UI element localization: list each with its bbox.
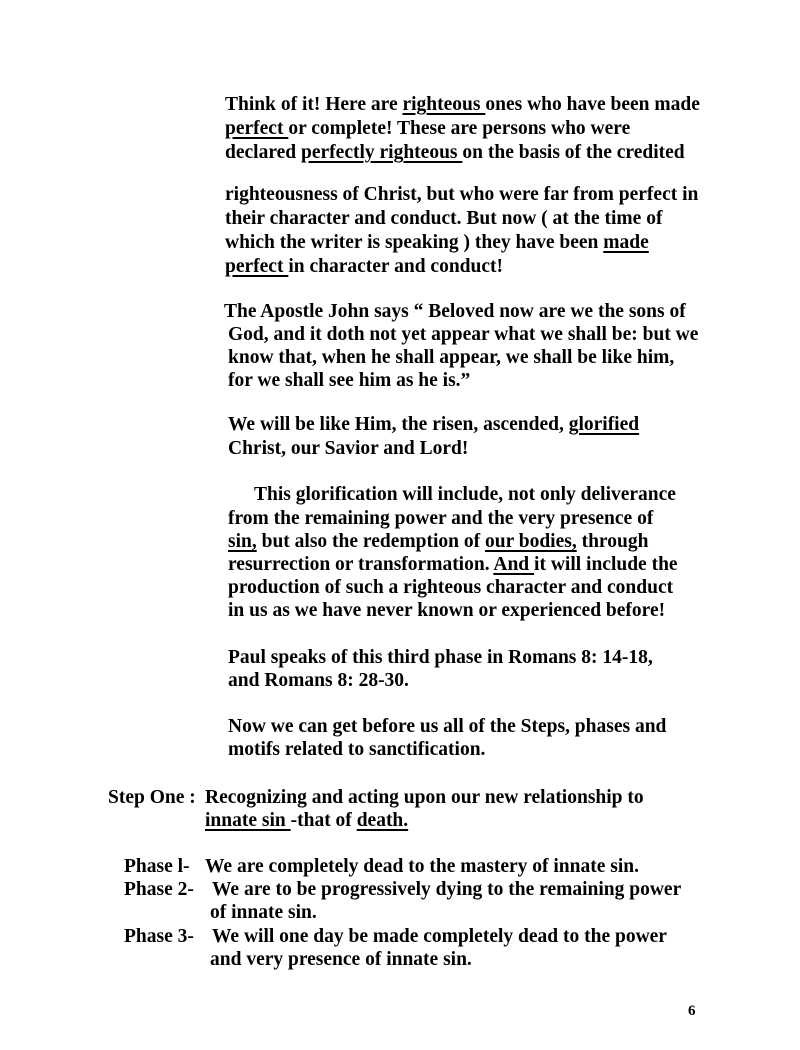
text-line: sin, but also the redemption of our bodies, through <box>228 531 649 552</box>
text-line: We are completely dead to the mastery of innate sin. <box>205 856 639 877</box>
text-line: from the remaining power and the very presence of <box>228 508 654 529</box>
text-line: for we shall see him as he is.” <box>228 370 471 391</box>
text-line: resurrection or transformation. And it will include the <box>228 554 678 575</box>
text-line: Now we can get before us all of the Steps, phases and <box>228 716 667 737</box>
phase-label: Phase 3- <box>124 926 194 947</box>
text-line: production of such a righteous character and conduct <box>228 577 674 598</box>
text-line: their character and conduct. But now ( at the time of <box>225 208 663 229</box>
text-line: God, and it doth not yet appear what we shall be: but we <box>228 324 699 345</box>
phase-label: Phase 2- <box>124 879 194 900</box>
text-line: in us as we have never known or experienced before! <box>228 600 666 621</box>
text-line: Christ, our Savior and Lord! <box>228 438 469 459</box>
text-line: We will one day be made completely dead to the power <box>212 926 667 947</box>
text-line: We will be like Him, the risen, ascended, glorified <box>228 414 640 435</box>
text-line: This glorification will include, not only deliverance <box>254 484 676 505</box>
text-line: motifs related to sanctification. <box>228 739 486 760</box>
text-line: declared perfectly righteous on the basis of the credited <box>225 142 685 163</box>
text-line: The Apostle John says “ Beloved now are we the sons of <box>224 301 686 322</box>
text-line: and very presence of innate sin. <box>210 949 472 970</box>
text-line: perfect in character and conduct! <box>225 256 503 277</box>
text-line: Paul speaks of this third phase in Romans 8: 14-18, <box>228 647 653 668</box>
text-line: innate sin -that of death. <box>205 810 409 831</box>
phase-label: Phase l- <box>124 856 190 877</box>
text-line: and Romans 8: 28-30. <box>228 670 409 691</box>
text-line: Recognizing and acting upon our new relationship to <box>205 787 644 808</box>
step-label: Step One : <box>108 787 196 808</box>
text-line: which the writer is speaking ) they have been made <box>225 232 649 253</box>
text-line: know that, when he shall appear, we shall be like him, <box>228 347 675 368</box>
text-line: perfect or complete! These are persons who were <box>225 118 631 139</box>
page-number: 6 <box>688 1003 696 1019</box>
text-line: righteousness of Christ, but who were far from perfect in <box>225 184 699 205</box>
text-line: We are to be progressively dying to the remaining power <box>212 879 682 900</box>
text-line: of innate sin. <box>210 902 317 923</box>
text-line: Think of it! Here are righteous ones who have been made <box>225 94 700 115</box>
